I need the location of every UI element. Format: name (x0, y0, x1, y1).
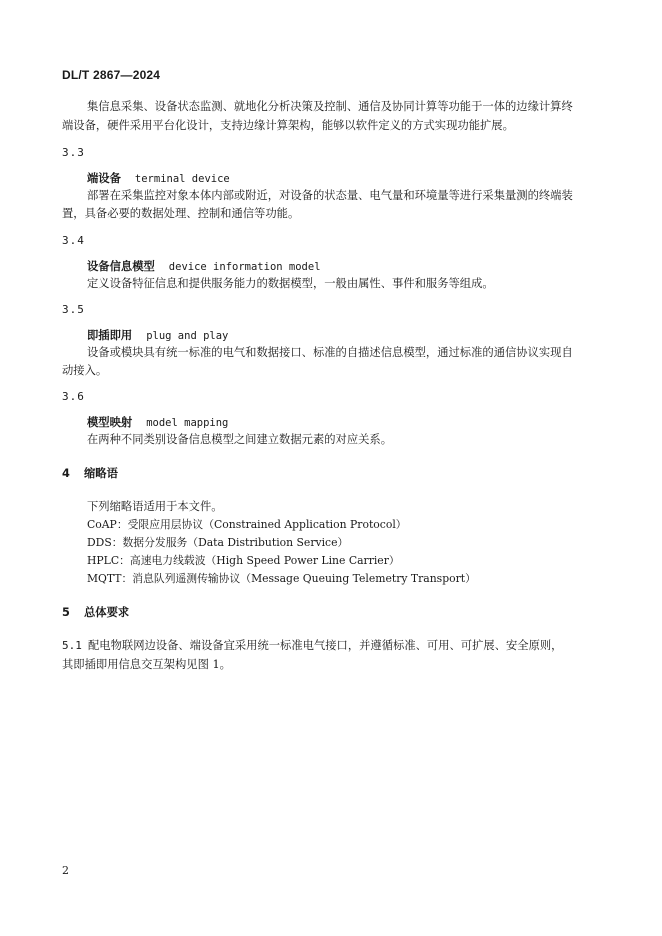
term-zh: 即插即用 (87, 329, 133, 342)
standard-number: DL/T 2867—2024 (62, 68, 161, 82)
term-title (87, 170, 230, 186)
term-number: 3.3 (62, 146, 85, 159)
abbreviation-item: MQTT：消息队列遥测传输协议（Message Queuing Telemetry Transport） (87, 572, 476, 585)
term-definition-line: 定义设备特征信息和提供服务能力的数据模型，一般由属性、事件和服务等组成。 (87, 277, 494, 290)
term-en: device information model (168, 261, 321, 273)
term-title (87, 258, 321, 274)
term-number: 3.6 (62, 390, 85, 403)
section-title: 总体要求 (84, 606, 130, 619)
term-definition-line: 在两种不同类别设备信息模型之间建立数据元素的对应关系。 (87, 433, 393, 446)
clause-line-1 (62, 637, 562, 655)
clause-line-2: 其即插即用信息交互架构见图 1。 (62, 658, 231, 671)
page-number: 2 (62, 864, 69, 877)
abbreviation-item: HPLC：高速电力线载波（High Speed Power Line Carrier） (87, 554, 400, 567)
term-en: model mapping (146, 417, 229, 429)
term-number: 3.5 (62, 303, 85, 316)
term-en: terminal device (134, 173, 230, 185)
section-heading (62, 604, 129, 620)
term-definition-line: 置，具备必要的数据处理、控制和通信等功能。 (62, 207, 300, 220)
section-title: 缩略语 (84, 467, 118, 480)
term-number: 3.4 (62, 234, 85, 247)
section-heading (62, 465, 118, 481)
abbreviation-item: CoAP：受限应用层协议（Constrained Application Protocol） (87, 518, 407, 531)
section-number: 4 (62, 467, 70, 480)
section-number: 5 (62, 606, 70, 619)
term-en: plug and play (146, 330, 229, 342)
term-title (87, 327, 228, 343)
clause-text: 配电物联网边设备、端设备宜采用统一标准电气接口，并遵循标准、可用、可扩展、安全原则， (88, 639, 563, 652)
term-zh: 端设备 (87, 172, 121, 185)
term-title (87, 414, 228, 430)
term-definition-line: 动接入。 (62, 364, 108, 377)
intro-line-2: 端设备，硬件采用平台化设计，支持边缘计算架构，能够以软件定义的方式实现功能扩展。 (62, 119, 514, 132)
term-definition-line: 设备或模块具有统一标准的电气和数据接口、标准的自描述信息模型，通过标准的通信协议实现自 (87, 346, 573, 359)
term-zh: 模型映射 (87, 416, 133, 429)
clause-number: 5.1 (62, 639, 82, 652)
intro-line-1: 集信息采集、设备状态监测、就地化分析决策及控制、通信及协同计算等功能于一体的边缘计算终 (87, 100, 573, 113)
abbreviation-item: DDS：数据分发服务（Data Distribution Service） (87, 536, 349, 549)
section-intro: 下列缩略语适用于本文件。 (87, 500, 223, 513)
term-zh: 设备信息模型 (87, 260, 155, 273)
term-definition-line: 部署在采集监控对象本体内部或附近，对设备的状态量、电气量和环境量等进行采集量测的终端装 (87, 189, 573, 202)
